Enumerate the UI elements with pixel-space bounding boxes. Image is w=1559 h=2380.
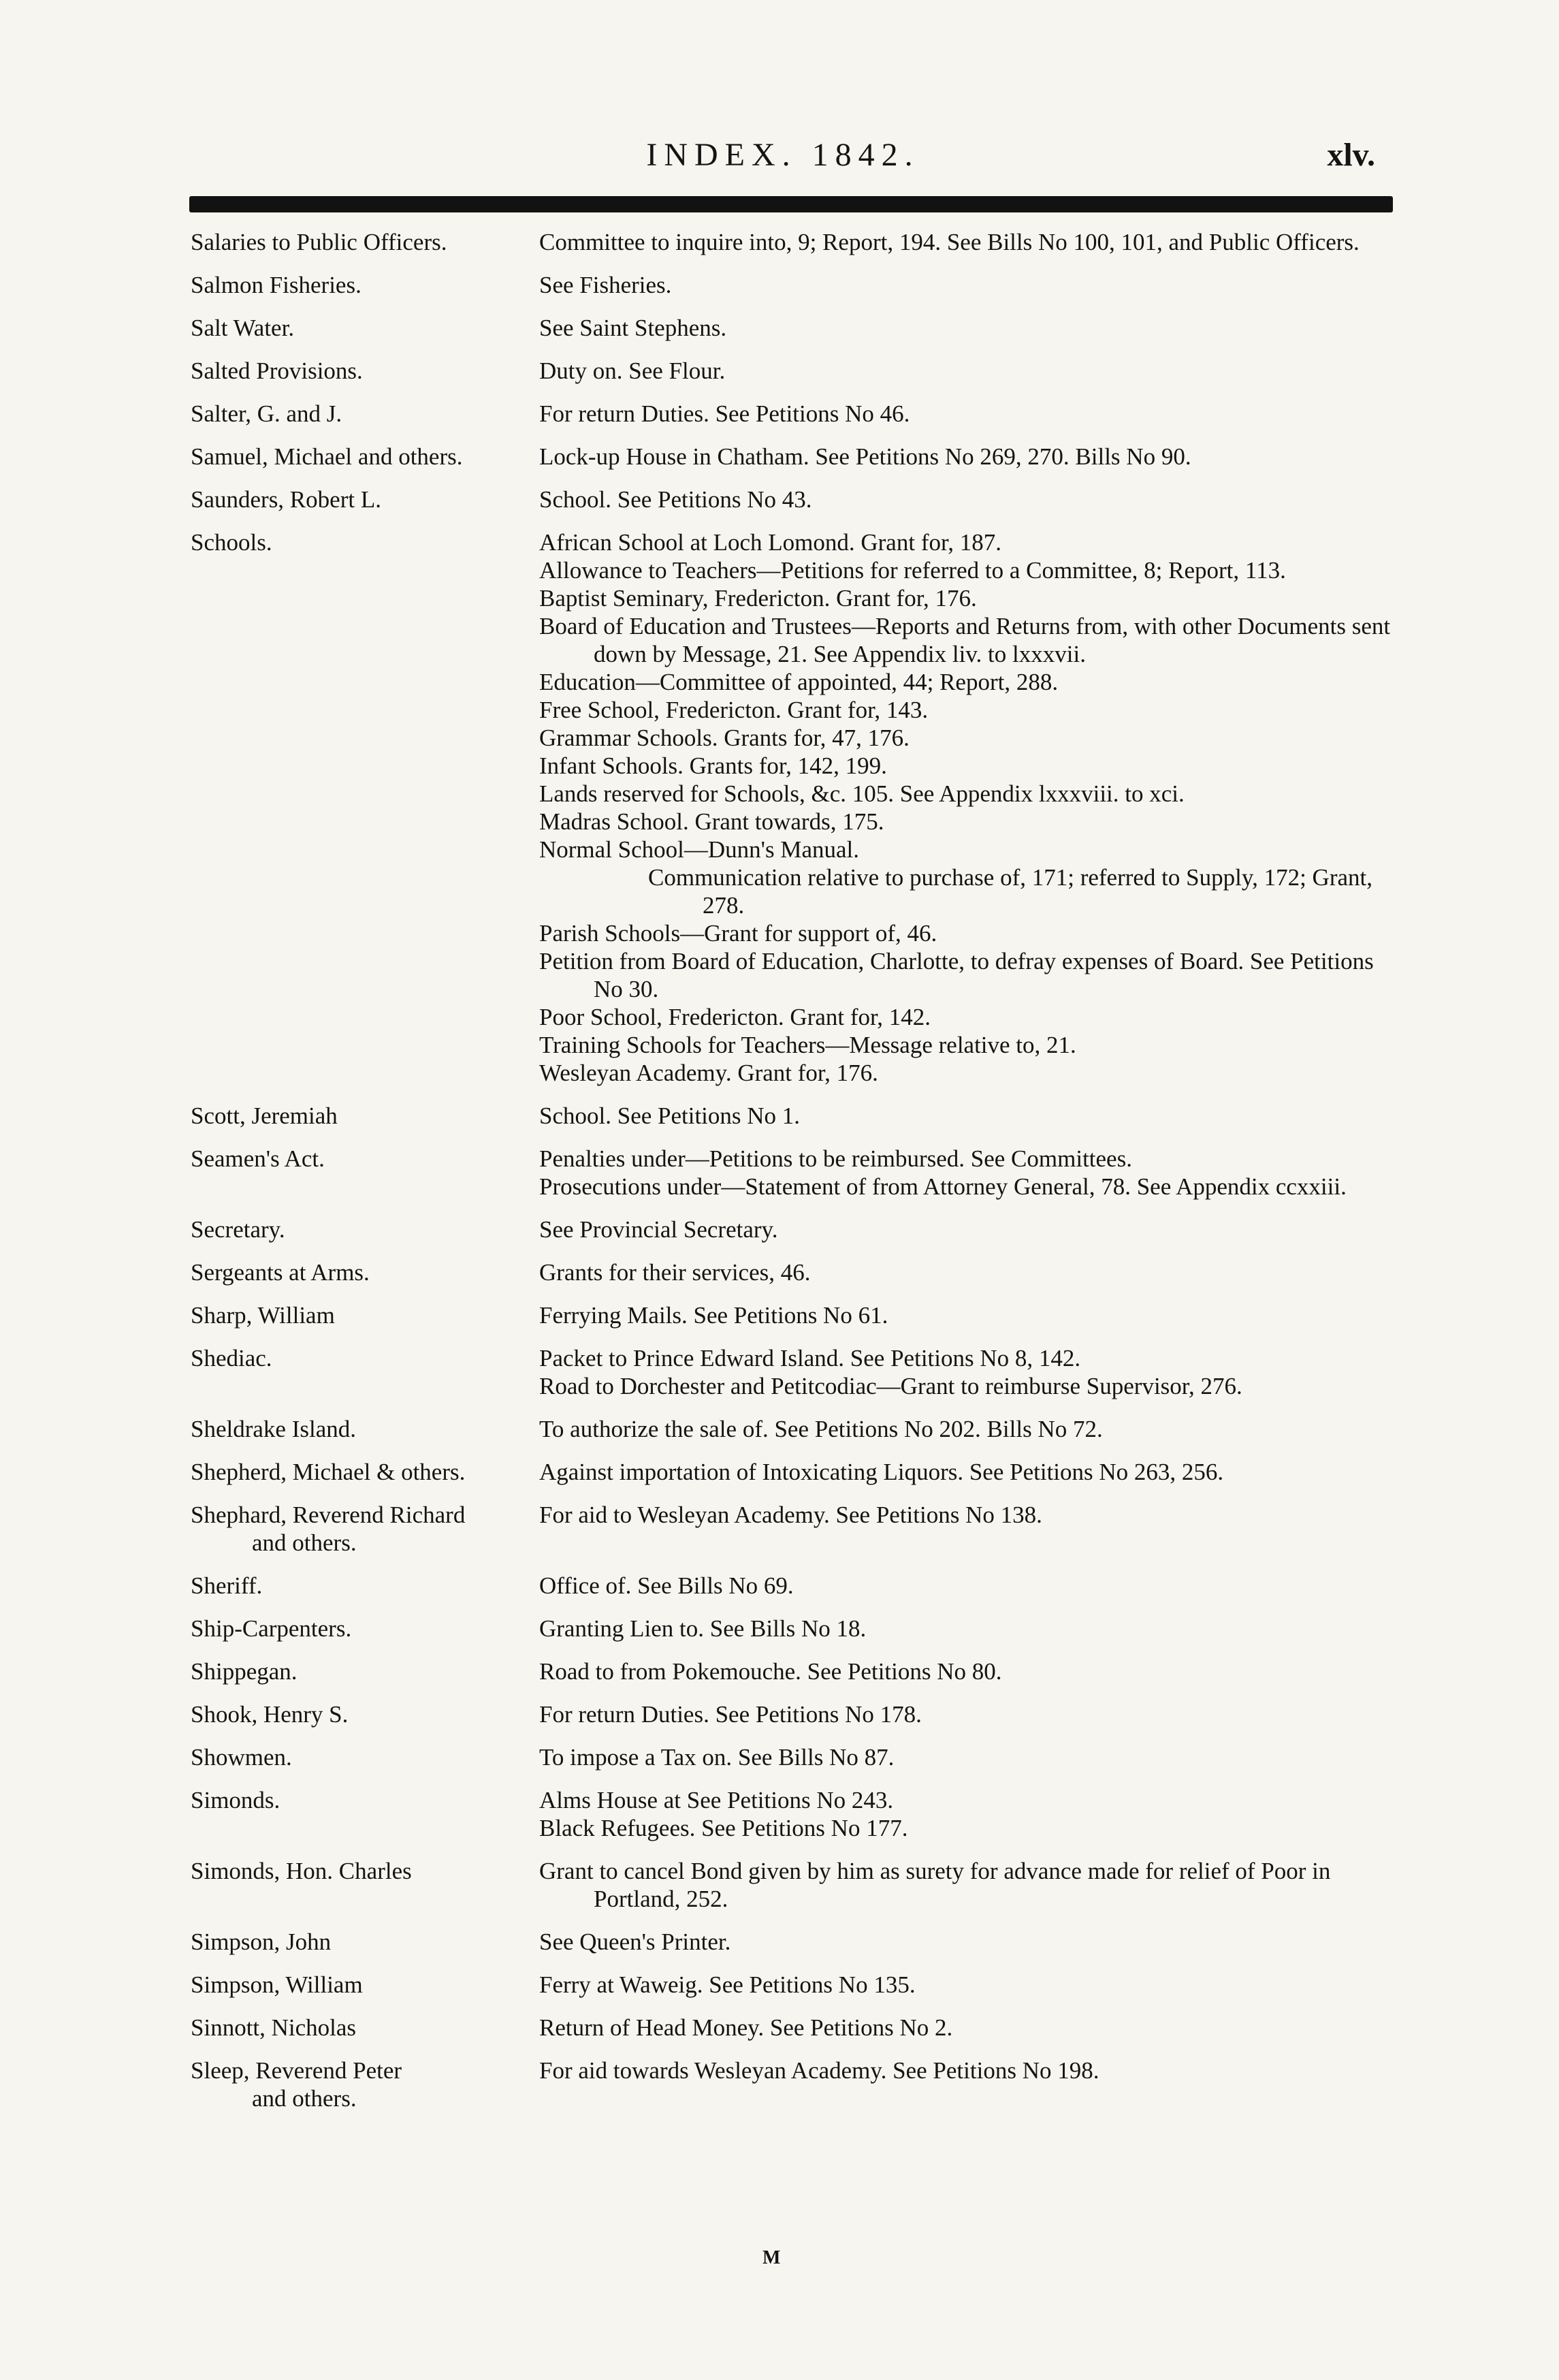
entry-heading <box>191 1458 539 1486</box>
entry-reference: Office of. See Bills No 69. <box>539 1572 794 1599</box>
entry-reference: For return Duties. See Petitions No 178. <box>539 1701 922 1728</box>
entry-reference: For aid towards Wesleyan Academy. See Petitions No 198. <box>539 2057 1099 2084</box>
index-entry <box>191 1102 1396 1130</box>
entry-reference: Alms House at See Petitions No 243. <box>539 1787 894 1813</box>
entry-reference: See Saint Stephens. <box>539 315 727 341</box>
entry-references <box>539 314 1396 342</box>
entry-heading <box>191 1971 539 1999</box>
entry-heading <box>191 271 539 299</box>
entry-references <box>539 1743 1396 1771</box>
entry-heading <box>191 486 539 513</box>
entry-reference: Lands reserved for Schools, &c. 105. See Appendix lxxxviii. to xci. <box>539 780 1185 807</box>
entry-reference: Infant Schools. Grants for, 142, 199. <box>539 752 887 779</box>
entry-heading-text: Simpson, John <box>191 1929 332 1955</box>
entry-heading-text: Shepherd, Michael & others. <box>191 1459 466 1485</box>
entry-heading-text: Shook, Henry S. <box>191 1701 349 1728</box>
entry-reference: Duty on. See Flour. <box>539 358 726 384</box>
entry-reference: Grammar Schools. Grants for, 47, 176. <box>539 725 910 751</box>
entry-reference: Training Schools for Teachers—Message relative to, 21. <box>539 1032 1076 1058</box>
index-entry <box>191 1458 1396 1486</box>
entry-reference: Grants for their services, 46. <box>539 1259 811 1286</box>
entry-references <box>539 443 1396 471</box>
entry-heading <box>191 228 539 256</box>
entry-references <box>539 1657 1396 1685</box>
entry-reference: Against importation of Intoxicating Liquors. See Petitions No 263, 256. <box>539 1459 1224 1485</box>
entry-reference: African School at Loch Lomond. Grant for, 187. <box>539 529 1001 556</box>
entry-references <box>539 1501 1396 1557</box>
entry-references <box>539 1344 1396 1400</box>
index-entry <box>191 1301 1396 1329</box>
entry-references <box>539 1928 1396 1956</box>
entry-heading-text: Salmon Fisheries. <box>191 272 361 298</box>
entry-heading <box>191 528 539 1087</box>
entry-references <box>539 1102 1396 1130</box>
entry-references <box>539 2014 1396 2042</box>
entry-reference: To authorize the sale of. See Petitions No 202. Bills No 72. <box>539 1416 1103 1442</box>
entry-heading-continuation: and others. <box>252 2085 357 2112</box>
entry-references <box>539 1786 1396 1842</box>
entry-reference: Wesleyan Academy. Grant for, 176. <box>539 1060 878 1086</box>
entry-reference: Road to from Pokemouche. See Petitions No 80. <box>539 1658 1002 1685</box>
entry-reference: Road to Dorchester and Petitcodiac—Grant to reimburse Supervisor, 276. <box>539 1373 1242 1399</box>
entry-references <box>539 357 1396 385</box>
index-entry <box>191 1700 1396 1728</box>
entry-references <box>539 1301 1396 1329</box>
entry-reference: Return of Head Money. See Petitions No 2. <box>539 2014 953 2041</box>
entry-reference: Madras School. Grant towards, 175. <box>539 808 884 835</box>
entry-heading <box>191 1786 539 1842</box>
index-entry <box>191 1258 1396 1286</box>
index-entry <box>191 486 1396 513</box>
entry-heading-text: Simonds. <box>191 1787 280 1813</box>
index-entry <box>191 1657 1396 1685</box>
entry-reference: Black Refugees. See Petitions No 177. <box>539 1815 908 1841</box>
index-entry <box>191 1216 1396 1243</box>
entry-heading-text: Scott, Jeremiah <box>191 1102 338 1129</box>
index-entry <box>191 1743 1396 1771</box>
entry-heading <box>191 1501 539 1557</box>
entry-heading <box>191 1700 539 1728</box>
entry-references <box>539 1145 1396 1201</box>
entry-heading <box>191 443 539 471</box>
index-entry <box>191 357 1396 385</box>
entry-reference: Ferrying Mails. See Petitions No 61. <box>539 1302 888 1329</box>
entry-heading-text: Seamen's Act. <box>191 1145 325 1172</box>
entry-reference: Allowance to Teachers—Petitions for referred to a Committee, 8; Report, 113. <box>539 557 1286 584</box>
entry-heading-text: Sheriff. <box>191 1572 263 1599</box>
entry-heading-text: Salter, G. and J. <box>191 400 342 427</box>
entry-reference: Lock-up House in Chatham. See Petitions No 269, 270. Bills No 90. <box>539 443 1191 470</box>
entry-references <box>539 1857 1396 1913</box>
entry-references <box>539 228 1396 256</box>
entry-heading-text: Sleep, Reverend Peter <box>191 2057 402 2084</box>
entry-heading-text: Secretary. <box>191 1216 285 1243</box>
index-entry <box>191 528 1396 1087</box>
entry-references <box>539 271 1396 299</box>
entry-reference: School. See Petitions No 43. <box>539 486 812 513</box>
entry-heading <box>191 1857 539 1913</box>
entry-heading-text: Shediac. <box>191 1345 272 1371</box>
entry-reference: Free School, Fredericton. Grant for, 143. <box>539 697 929 723</box>
index-entry <box>191 443 1396 471</box>
entry-reference: For return Duties. See Petitions No 46. <box>539 400 910 427</box>
entry-references <box>539 1572 1396 1600</box>
entry-heading <box>191 1743 539 1771</box>
entry-heading <box>191 400 539 428</box>
entry-heading-text: Ship-Carpenters. <box>191 1615 352 1642</box>
index-entry <box>191 1971 1396 1999</box>
entry-heading-text: Sharp, William <box>191 1302 335 1329</box>
entry-heading-text: Saunders, Robert L. <box>191 486 381 513</box>
entry-references <box>539 1258 1396 1286</box>
entry-reference: Poor School, Fredericton. Grant for, 142. <box>539 1004 931 1030</box>
entry-heading-text: Samuel, Michael and others. <box>191 443 463 470</box>
entry-heading <box>191 2057 539 2112</box>
entry-references <box>539 1615 1396 1643</box>
entry-reference: Granting Lien to. See Bills No 18. <box>539 1615 867 1642</box>
entry-reference: For aid to Wesleyan Academy. See Petitions No 138. <box>539 1502 1042 1528</box>
entry-references <box>539 400 1396 428</box>
index-entry <box>191 228 1396 256</box>
page-number: xlv. <box>1327 137 1375 173</box>
entry-references <box>539 1458 1396 1486</box>
index-entry <box>191 1145 1396 1201</box>
entry-heading-text: Shippegan. <box>191 1658 298 1685</box>
entry-references <box>539 1700 1396 1728</box>
index-entry <box>191 1572 1396 1600</box>
entry-reference: Petition from Board of Education, Charlotte, to defray expenses of Board. See Petitions No 30. <box>539 948 1374 1002</box>
entry-references <box>539 486 1396 513</box>
index-entry <box>191 1857 1396 1913</box>
signature-mark: M <box>762 2247 781 2268</box>
entry-references <box>539 528 1396 1087</box>
index-entry <box>191 2014 1396 2042</box>
entry-reference: See Provincial Secretary. <box>539 1216 778 1243</box>
entry-heading-text: Salaries to Public Officers. <box>191 229 447 255</box>
index-entry <box>191 1415 1396 1443</box>
entry-heading <box>191 314 539 342</box>
entry-reference: To impose a Tax on. See Bills No 87. <box>539 1744 895 1771</box>
index-entry <box>191 1786 1396 1842</box>
entry-reference: Packet to Prince Edward Island. See Petitions No 8, 142. <box>539 1345 1081 1371</box>
entry-references <box>539 2057 1396 2112</box>
entry-heading-text: Shephard, Reverend Richard <box>191 1502 466 1528</box>
entry-heading-text: Salt Water. <box>191 315 295 341</box>
entry-reference: Ferry at Waweig. See Petitions No 135. <box>539 1971 916 1998</box>
entry-heading <box>191 357 539 385</box>
index-entry <box>191 1615 1396 1643</box>
index-entry <box>191 271 1396 299</box>
entry-reference: See Queen's Printer. <box>539 1929 731 1955</box>
entry-heading <box>191 1657 539 1685</box>
entry-heading <box>191 1415 539 1443</box>
entry-reference: Penalties under—Petitions to be reimbursed. See Committees. <box>539 1145 1132 1172</box>
entry-heading-text: Sheldrake Island. <box>191 1416 356 1442</box>
index-entry <box>191 2057 1396 2112</box>
index-entries <box>191 228 1396 2127</box>
entry-heading <box>191 1258 539 1286</box>
entry-heading <box>191 2014 539 2042</box>
entry-heading <box>191 1615 539 1643</box>
entry-reference: Communication relative to purchase of, 171; referred to Supply, 172; Grant, 278. <box>648 864 1372 919</box>
entry-heading <box>191 1301 539 1329</box>
entry-heading <box>191 1216 539 1243</box>
entry-reference: Board of Education and Trustees—Reports and Returns from, with other Documents sent down by Message, 21. See Appendix liv. to lxxxvii. <box>539 613 1391 667</box>
entry-reference: Committee to inquire into, 9; Report, 194. See Bills No 100, 101, and Public Officers. <box>539 229 1360 255</box>
entry-heading <box>191 1572 539 1600</box>
entry-references <box>539 1415 1396 1443</box>
entry-heading <box>191 1145 539 1201</box>
entry-reference: Education—Committee of appointed, 44; Report, 288. <box>539 669 1059 695</box>
entry-reference: See Fisheries. <box>539 272 672 298</box>
entry-heading-text: Sergeants at Arms. <box>191 1259 370 1286</box>
entry-heading-text: Sinnott, Nicholas <box>191 2014 357 2041</box>
entry-heading-text: Schools. <box>191 529 272 556</box>
entry-heading-continuation: and others. <box>252 1529 357 1556</box>
index-entry <box>191 1344 1396 1400</box>
index-entry <box>191 314 1396 342</box>
entry-reference: Normal School—Dunn's Manual. <box>539 836 860 863</box>
entry-heading-text: Simpson, William <box>191 1971 363 1998</box>
entry-heading <box>191 1102 539 1130</box>
index-entry <box>191 400 1396 428</box>
entry-heading-text: Salted Provisions. <box>191 358 363 384</box>
entry-heading <box>191 1928 539 1956</box>
entry-references <box>539 1971 1396 1999</box>
entry-heading <box>191 1344 539 1400</box>
entry-references <box>539 1216 1396 1243</box>
entry-reference: Parish Schools—Grant for support of, 46. <box>539 920 937 947</box>
entry-heading-text: Showmen. <box>191 1744 292 1771</box>
entry-reference: School. See Petitions No 1. <box>539 1102 801 1129</box>
page-header <box>191 136 1375 184</box>
entry-reference: Prosecutions under—Statement of from Attorney General, 78. See Appendix ccxxiii. <box>539 1173 1347 1200</box>
index-entry <box>191 1501 1396 1557</box>
page-title: INDEX. 1842. <box>646 137 920 173</box>
entry-reference: Baptist Seminary, Fredericton. Grant for, 176. <box>539 585 977 612</box>
index-entry <box>191 1928 1396 1956</box>
entry-reference: Grant to cancel Bond given by him as surety for advance made for relief of Poor in Portland, 252. <box>539 1858 1331 1912</box>
header-rule <box>189 196 1393 212</box>
entry-heading-text: Simonds, Hon. Charles <box>191 1858 412 1884</box>
